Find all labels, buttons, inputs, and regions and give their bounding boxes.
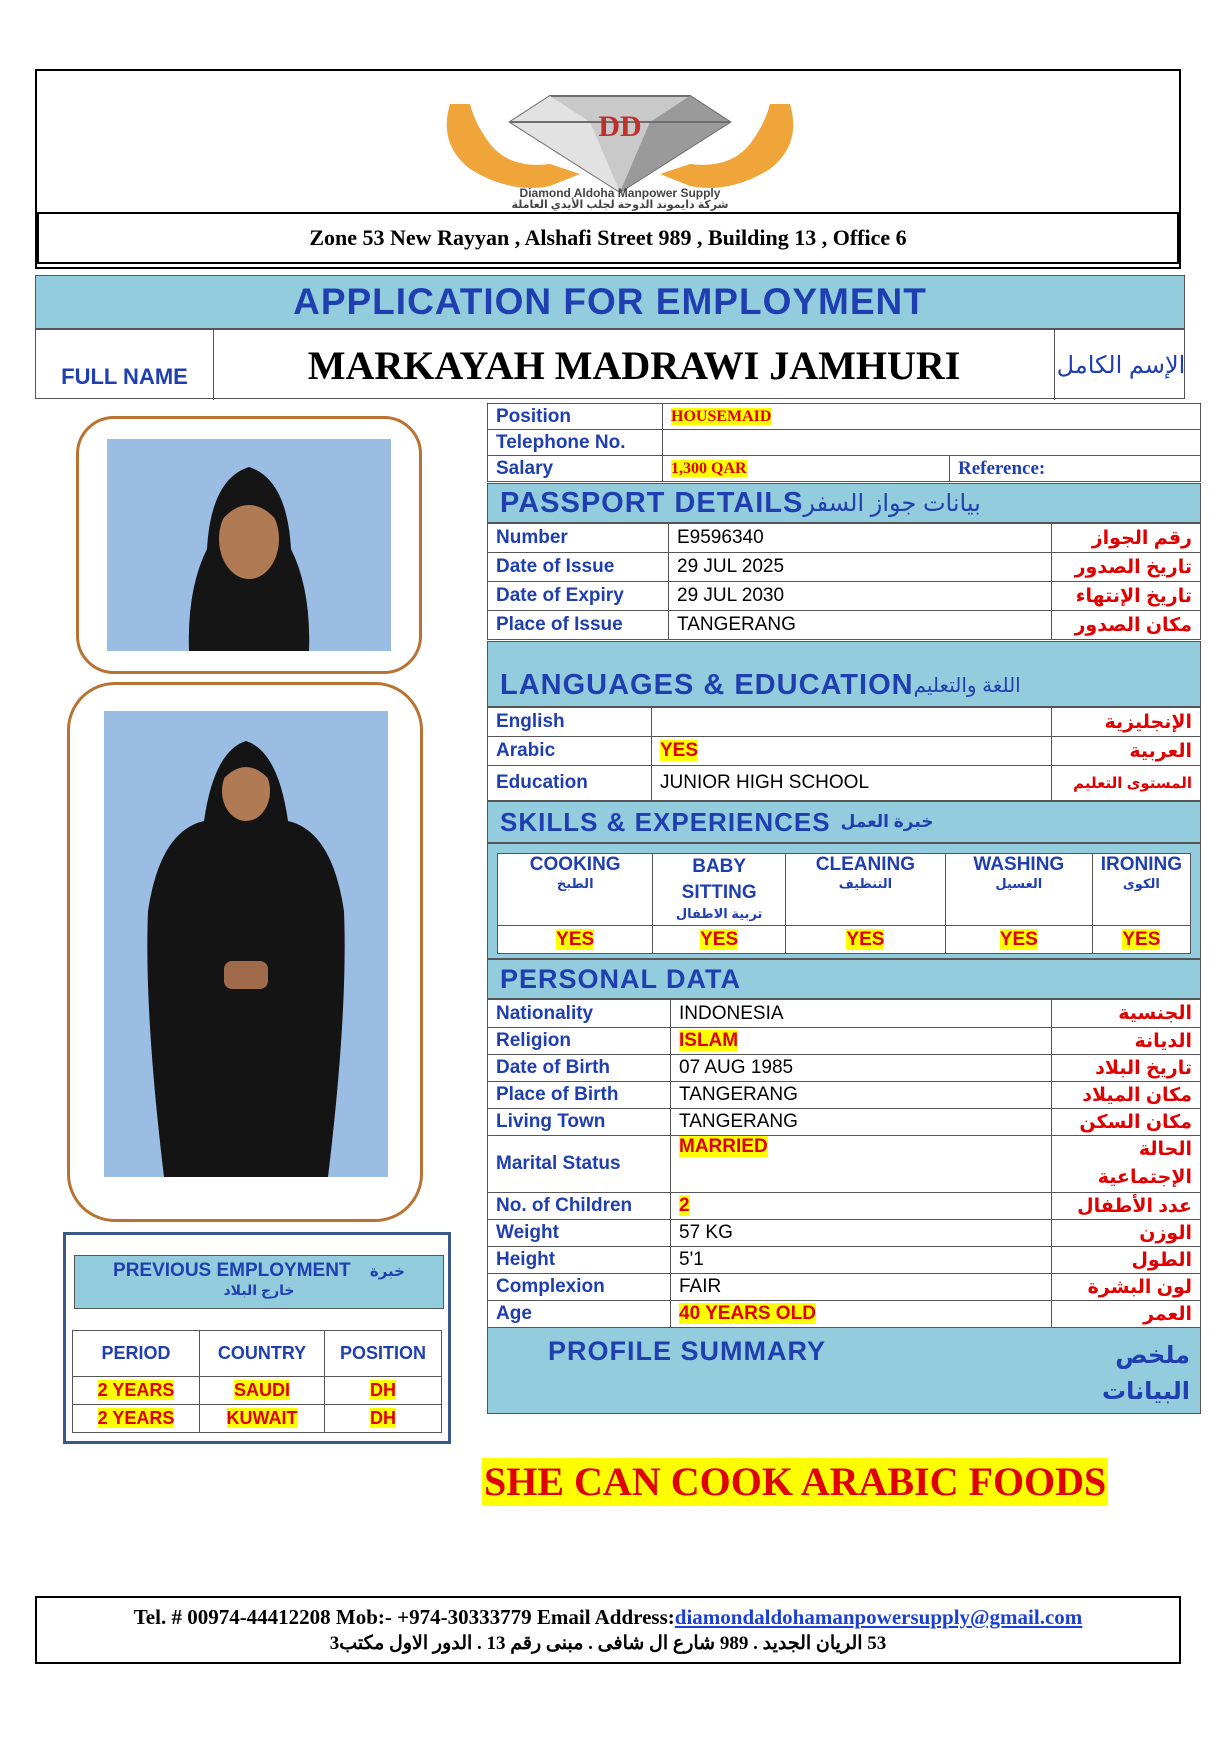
job-info-table	[487, 403, 1201, 482]
footer-address-ar: 53 الريان الجديد . 989 شارع ال شافى . مبنى رقم 13 . الدور الاول مكتب3	[329, 1633, 887, 1654]
skill-value: YES	[556, 928, 595, 950]
skill-cooking: COOKING الطبخ	[498, 854, 653, 926]
table-row	[73, 1405, 442, 1433]
table-row: Date of Expiry 29 JUL 2030 تاريخ الإنتهاء	[488, 582, 1201, 611]
previous-employment-table	[72, 1330, 442, 1433]
employment-period: 2 YEARS	[97, 1380, 175, 1400]
summary-note	[482, 1458, 1108, 1506]
logo-letters: DD	[598, 110, 642, 143]
previous-employment-header	[74, 1255, 444, 1309]
column-header-period: PERIOD	[73, 1331, 200, 1377]
salary-label: Salary	[488, 456, 663, 482]
personal-heading: PERSONAL DATA	[500, 963, 742, 994]
personal-data-table	[487, 999, 1201, 1328]
full-name-label-ar: الإسم الكامل	[1054, 330, 1187, 400]
table-row: Place of Issue TANGERANG مكان الصدور	[488, 611, 1201, 640]
skill-value: YES	[999, 928, 1038, 950]
skills-heading-ar: خبرة العمل	[840, 812, 934, 831]
table-row: Date of Issue 29 JUL 2025 تاريخ الصدور	[488, 553, 1201, 582]
table-row: Weight 57 KG الوزن	[488, 1220, 1201, 1247]
skill-value: YES	[846, 928, 885, 950]
address-bar	[37, 212, 1179, 264]
employment-country: SAUDI	[233, 1380, 290, 1400]
full-name-label: FULL NAME	[36, 330, 214, 400]
passport-heading-ar: بيانات جواز السفر	[803, 489, 981, 517]
table-row: Complexion FAIR لون البشرة	[488, 1274, 1201, 1301]
previous-employment-title: PREVIOUS EMPLOYMENT	[113, 1260, 351, 1281]
previous-employment-subtitle-ar: خارج البلاد	[223, 1282, 295, 1298]
passport-section-header	[487, 483, 1201, 523]
skill-baby-sitting: BABY SITTING تربية الاطفال	[653, 854, 786, 926]
reference-label: Reference:	[950, 456, 1201, 482]
skills-section-header	[487, 801, 1201, 843]
column-header-position: POSITION	[325, 1331, 442, 1377]
table-row: Religion ISLAM الديانة	[488, 1028, 1201, 1055]
previous-employment-box	[63, 1232, 451, 1444]
languages-heading-ar: اللغة والتعليم	[913, 675, 1021, 697]
employment-period: 2 YEARS	[97, 1408, 175, 1428]
table-row: Age 40 YEARS OLD العمر	[488, 1301, 1201, 1328]
skills-heading: SKILLS & EXPERIENCES	[500, 806, 831, 837]
company-logo	[430, 74, 810, 209]
headshot-photo	[107, 439, 391, 651]
languages-heading: LANGUAGES & EDUCATION	[500, 669, 914, 701]
application-title-bar	[35, 275, 1185, 329]
table-row: Nationality INDONESIA الجنسية	[488, 1000, 1201, 1028]
table-row: Height 5'1 الطول	[488, 1247, 1201, 1274]
table-row: Education JUNIOR HIGH SCHOOL المستوى التعليم	[488, 766, 1201, 801]
skill-ironing: IRONING الكوى	[1092, 854, 1190, 926]
skill-cleaning: CLEANING التنظيف	[785, 854, 945, 926]
employment-position: DH	[370, 1408, 396, 1428]
skill-value: YES	[1122, 928, 1161, 950]
languages-section-header	[487, 641, 1201, 707]
summary-note-text: SHE CAN COOK ARABIC FOODS	[484, 1459, 1107, 1504]
headshot-photo-frame	[76, 416, 422, 674]
telephone-label: Telephone No.	[488, 430, 663, 456]
profile-summary-heading: PROFILE SUMMARY	[548, 1336, 826, 1366]
footer-email-link[interactable]: diamondaldohamanpowersupply@gmail.com	[674, 1605, 1083, 1629]
table-row: Date of Birth 07 AUG 1985 تاريخ البلاد	[488, 1055, 1201, 1082]
page-title: APPLICATION FOR EMPLOYMENT	[293, 281, 927, 322]
address-text: Zone 53 New Rayyan , Alshafi Street 989 , Building 13 , Office 6	[309, 225, 907, 250]
table-row: Number E9596340 رقم الجواز	[488, 524, 1201, 553]
table-row	[73, 1377, 442, 1405]
column-header-country: COUNTRY	[200, 1331, 325, 1377]
profile-summary-box	[487, 1327, 1201, 1414]
person-portrait-icon	[107, 439, 391, 651]
passport-table	[487, 523, 1201, 640]
full-name-value: MARKAYAH MADRAWI JAMHURI	[307, 342, 961, 388]
table-row: Place of Birth TANGERANG مكان الميلاد	[488, 1082, 1201, 1109]
salary-value: 1,300 QAR	[671, 459, 747, 477]
table-row: Marital Status MARRIED الحالة الإجتماعية	[488, 1136, 1201, 1193]
full-body-photo	[104, 711, 388, 1177]
full-body-photo-frame	[67, 682, 423, 1222]
person-fullbody-icon	[104, 711, 388, 1177]
employment-position: DH	[370, 1380, 396, 1400]
passport-heading: PASSPORT DETAILS	[500, 486, 804, 519]
table-row: English الإنجليزية	[488, 708, 1201, 737]
full-name-row	[35, 329, 1185, 399]
company-name-en: Diamond Aldoha Manpower Supply	[519, 186, 721, 200]
position-label: Position	[488, 404, 663, 430]
previous-employment-title-ar: خبرة	[369, 1263, 405, 1280]
personal-section-header	[487, 959, 1201, 999]
skills-table	[497, 853, 1191, 954]
position-value: HOUSEMAID	[671, 407, 772, 425]
company-name-ar: شركة دايموند الدوحة لجلب الأيدي العاملة	[511, 199, 729, 211]
employment-country: KUWAIT	[226, 1408, 298, 1428]
table-row: Arabic YES العربية	[488, 737, 1201, 766]
skill-value: YES	[700, 928, 739, 950]
footer-box	[35, 1596, 1181, 1664]
telephone-value	[663, 430, 1201, 456]
profile-summary-heading-ar: ملخص البيانات	[1102, 1342, 1190, 1405]
skill-washing: WASHING الغسيل	[945, 854, 1092, 926]
table-row: No. of Children 2 عدد الأطفال	[488, 1193, 1201, 1220]
table-row: Living Town TANGERANG مكان السكن	[488, 1109, 1201, 1136]
footer-contact: Tel. # 00974-44412208 Mob:- +974-30333779 Email Address:	[133, 1605, 675, 1629]
languages-table	[487, 707, 1201, 801]
